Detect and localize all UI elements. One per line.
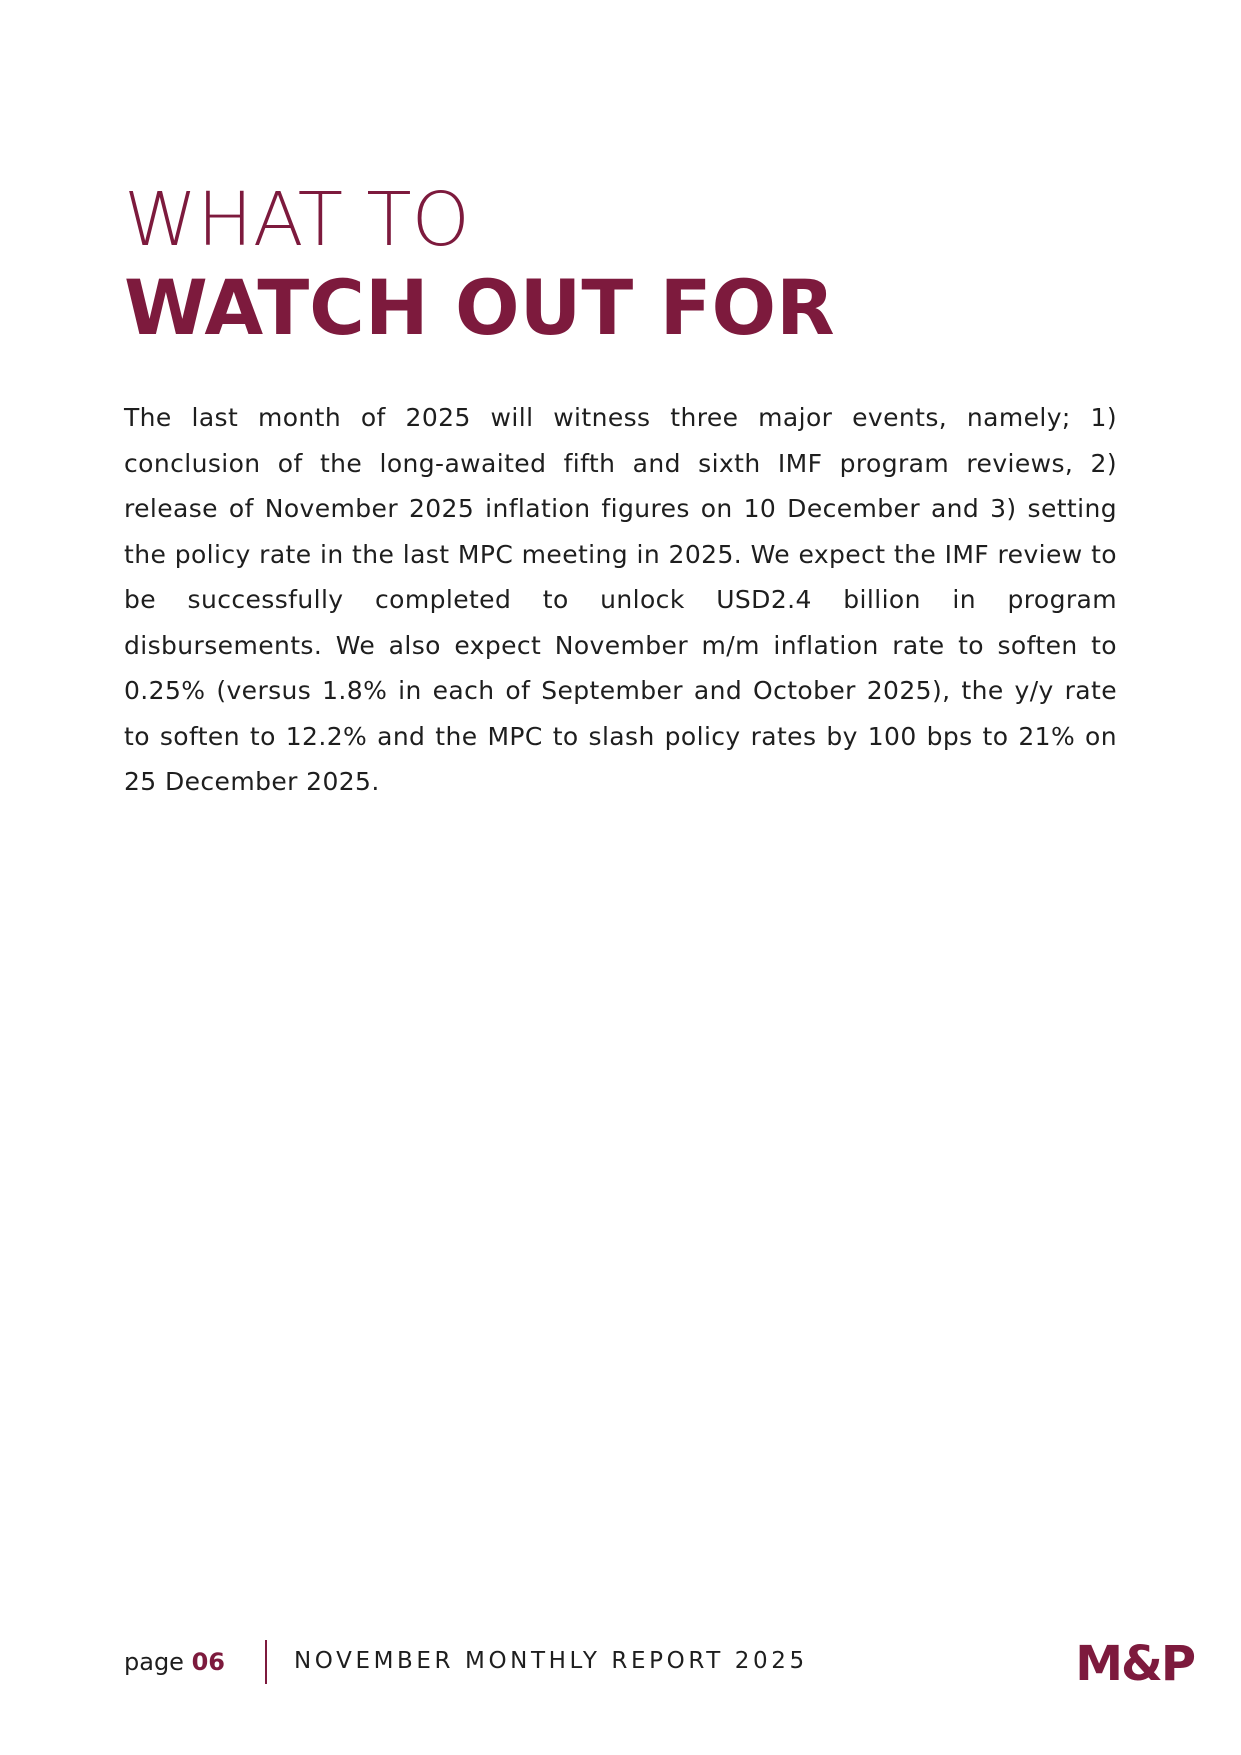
company-logo: M&P (1075, 1636, 1194, 1692)
heading-line-light: WHAT TO (124, 177, 470, 263)
section-heading (124, 178, 1124, 352)
page-footer (124, 1636, 1194, 1692)
page-word: page (124, 1648, 184, 1676)
page-indicator (124, 1648, 225, 1676)
page-number: 06 (191, 1648, 225, 1676)
heading-line-bold: WATCH OUT FOR (124, 263, 835, 352)
footer-divider (265, 1640, 267, 1684)
body-paragraph: The last month of 2025 will witness three major events, namely; 1) conclusion of the long-awaited fifth and sixth IMF program reviews, 2) release of November 2025 inflation figures on 10 December and 3) setting the policy rate in the last MPC meeting in 2025. We expect the IMF review to be successfully completed to unlock USD2.4 billion in program disbursements. We also expect November m/m inflation rate to soften to 0.25% (versus 1.8% in each of September and October 2025), the y/y rate to soften to 12.2% and the MPC to slash policy rates by 100 bps to 21% on 25 December 2025. (124, 403, 1117, 796)
report-title: NOVEMBER MONTHLY REPORT 2025 (294, 1648, 808, 1674)
